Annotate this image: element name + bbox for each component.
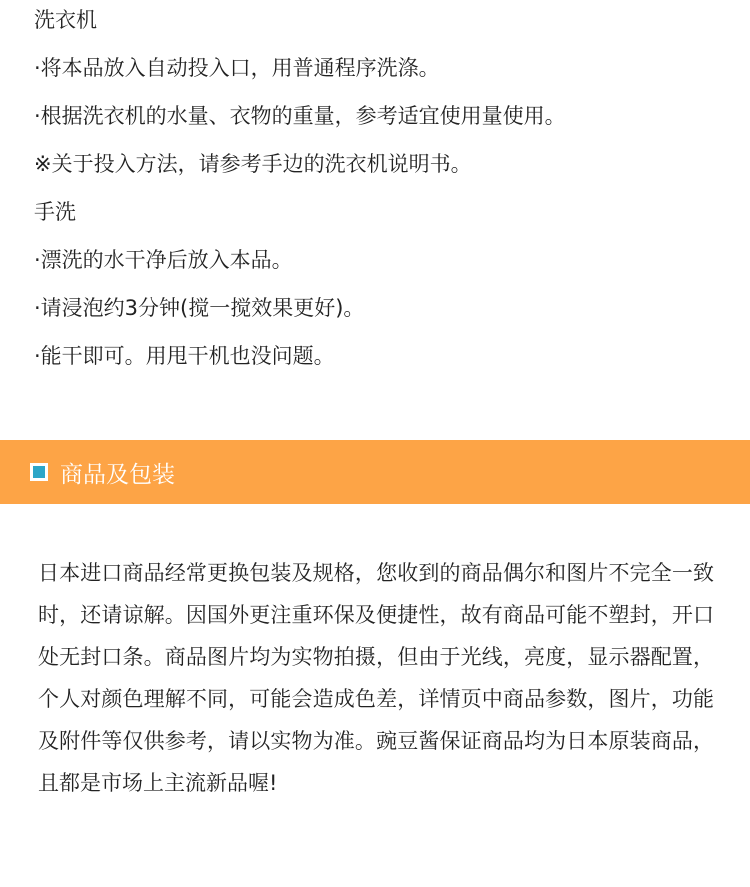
usage-line: ·请浸泡约3分钟(搅一搅效果更好)。 bbox=[34, 296, 365, 320]
usage-line: ·漂洗的水干净后放入本品。 bbox=[34, 248, 293, 272]
section-header-bar bbox=[0, 440, 750, 504]
section-title: 商品及包装 bbox=[60, 461, 175, 488]
usage-line: ·将本品放入自动投入口，用普通程序洗涤。 bbox=[34, 56, 440, 80]
usage-note: ※关于投入方法，请参考手边的洗衣机说明书。 bbox=[34, 152, 472, 176]
usage-line: ·能干即可。用甩干机也没问题。 bbox=[34, 344, 335, 368]
usage-line: ·根据洗衣机的水量、衣物的重量，参考适宜使用量使用。 bbox=[34, 104, 566, 128]
usage-heading-hand-wash: 手洗 bbox=[34, 200, 76, 224]
packaging-notice-paragraph: 日本进口商品经常更换包装及规格，您收到的商品偶尔和图片不完全一致时，还请谅解。因国外更注重环保及便捷性，故有商品可能不塑封，开口处无封口条。商品图片均为实物拍摄，但由于光线，亮度，显示器配置，个人对颜色理解不同，可能会造成色差，详情页中商品参数，图片，功能及附件等仅供参考，请以实物为准。豌豆酱保证商品均为日本原装商品，且都是市场上主流新品喔! bbox=[38, 561, 714, 795]
usage-heading-washing-machine: 洗衣机 bbox=[34, 8, 97, 32]
usage-instructions bbox=[34, 0, 734, 384]
square-bullet-icon bbox=[30, 463, 48, 481]
